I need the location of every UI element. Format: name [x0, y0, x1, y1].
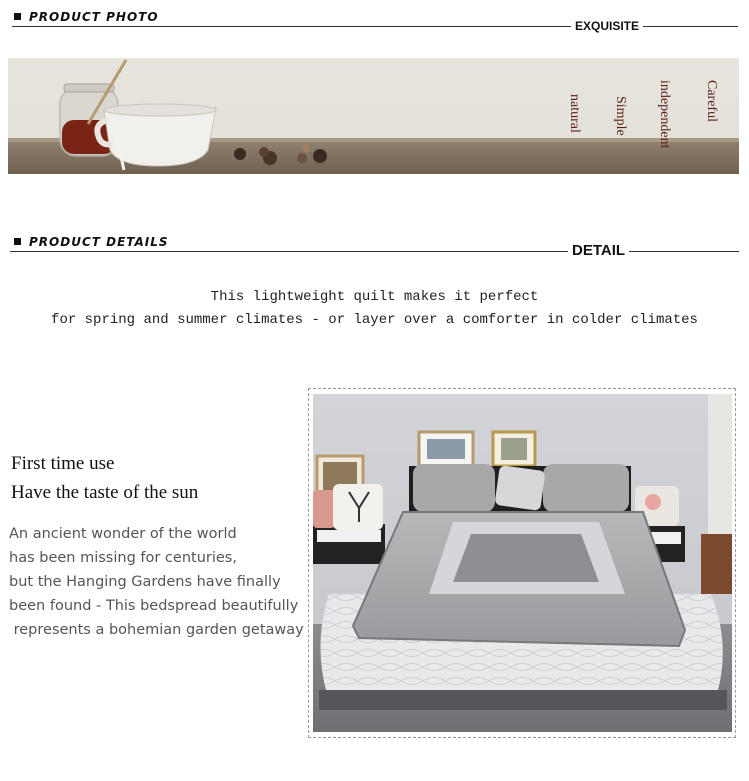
exquisite-label: EXQUISITE	[571, 19, 643, 33]
banner-word-independent: independent	[657, 80, 672, 149]
banner-word-simple: Simple	[613, 96, 628, 136]
product-details-heading	[14, 235, 169, 249]
product-photo-title-text: PRODUCT PHOTO	[29, 10, 159, 24]
feature-body-line: represents a bohemian garden getaway	[9, 622, 304, 638]
feature-body-line: been found - This bedspread beautifully	[9, 598, 299, 614]
details-divider	[10, 251, 739, 252]
product-details-title-text: PRODUCT DETAILS	[29, 235, 169, 249]
bed-photo-illustration	[313, 394, 732, 732]
description-line-1: This lightweight quilt makes it perfect	[210, 289, 539, 305]
banner-still-life-illustration	[8, 58, 739, 174]
banner-word-natural: natural	[567, 94, 582, 133]
feature-body-line: but the Hanging Gardens have finally	[9, 574, 281, 590]
banner-word-careful: Careful	[704, 80, 719, 122]
description-line-2: for spring and summer climates - or layer over a comforter in colder climates	[51, 312, 698, 328]
feature-body-line: has been missing for centuries,	[9, 550, 237, 566]
product-banner-image	[8, 58, 739, 174]
square-bullet-icon	[14, 13, 21, 20]
feature-headline-1: First time use	[11, 453, 115, 474]
detail-label: DETAIL	[568, 242, 629, 259]
bed-product-photo	[313, 394, 732, 732]
feature-body-line: An ancient wonder of the world	[9, 526, 237, 542]
feature-headline-2: Have the taste of the sun	[11, 482, 199, 503]
product-photo-heading	[14, 10, 159, 24]
square-bullet-icon	[14, 238, 21, 245]
